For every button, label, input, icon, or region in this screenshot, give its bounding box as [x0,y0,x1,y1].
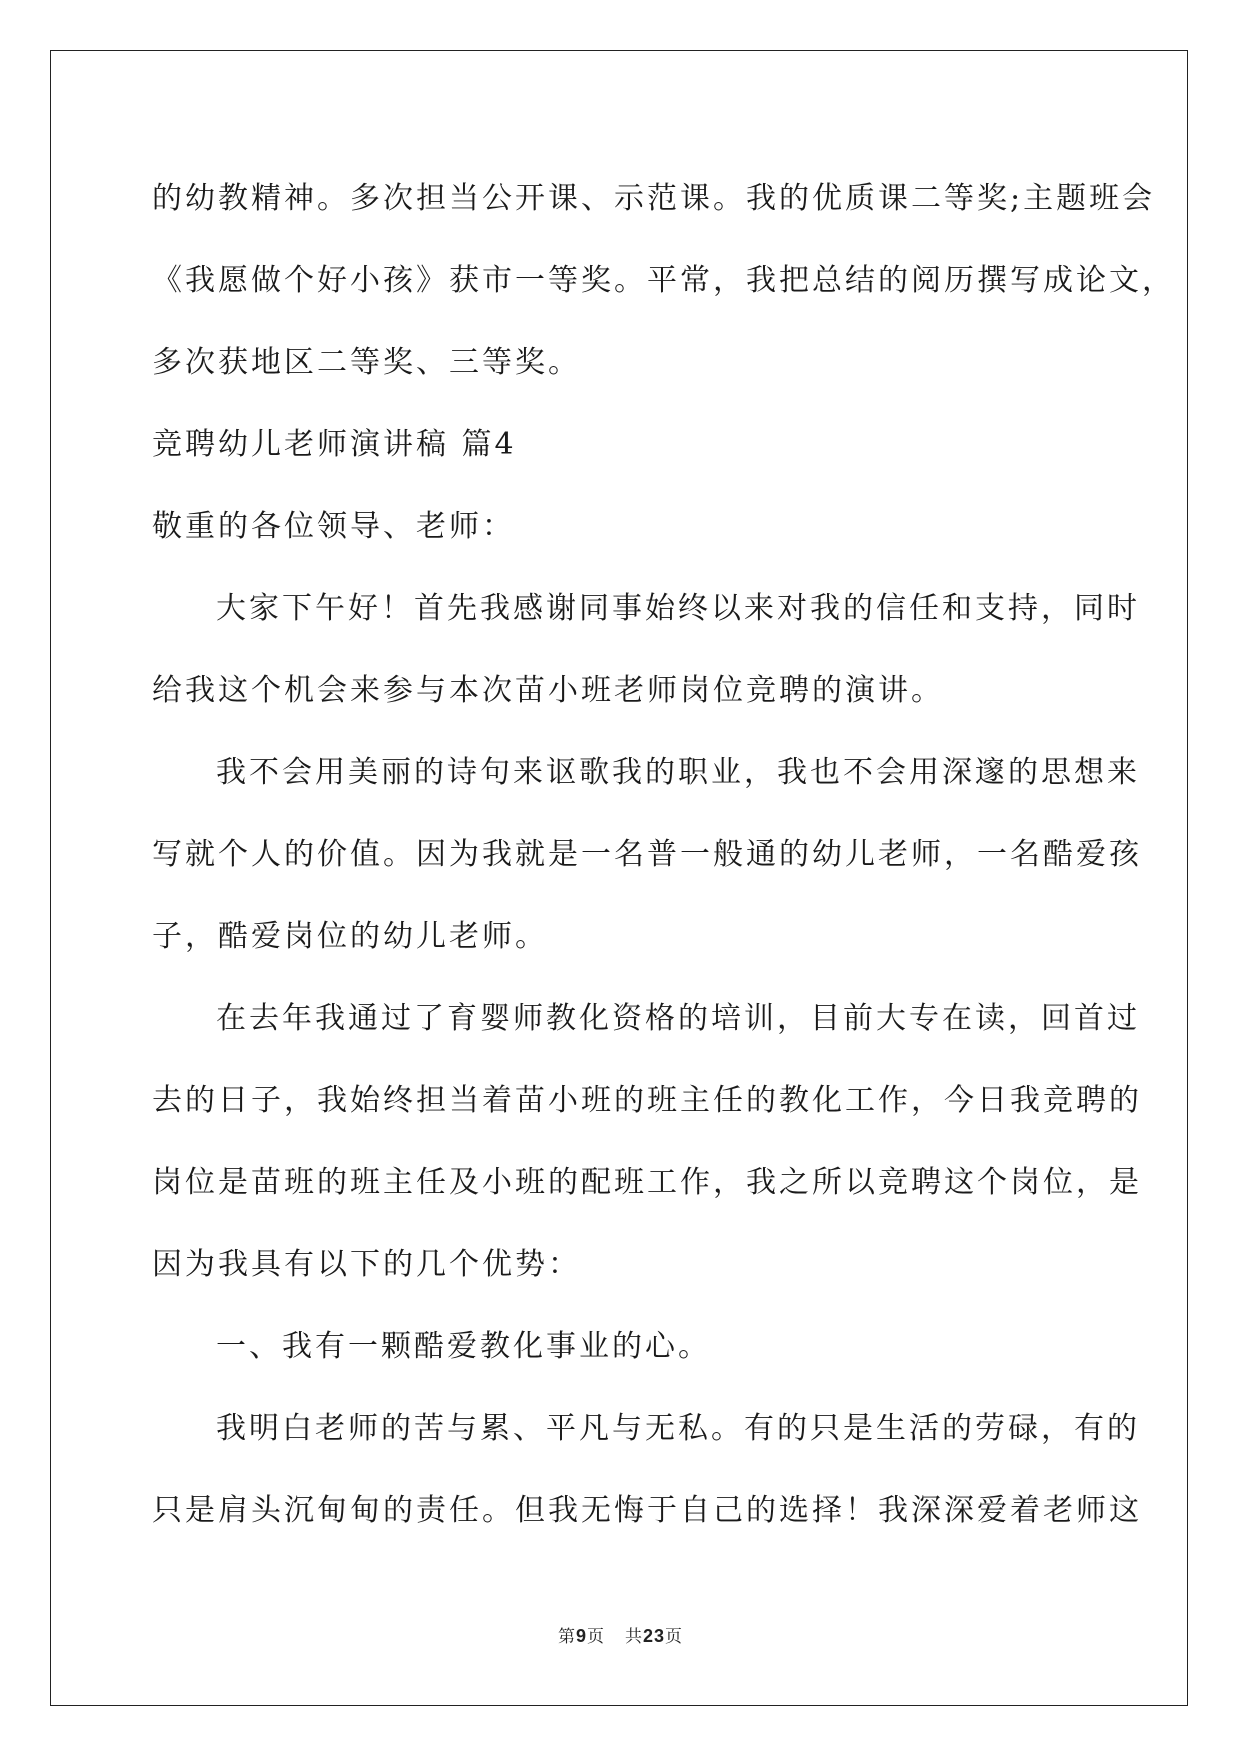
paragraph-line: 在去年我通过了育婴师教化资格的培训，目前大专在读，回首过 [216,1001,1140,1036]
paragraph-line: 子，酷爱岗位的幼儿老师。 [152,919,548,954]
paragraph-line: 给我这个机会来参与本次苗小班老师岗位竞聘的演讲。 [152,673,944,708]
total-page-count: 23 [642,1626,666,1646]
paragraph-line: 我不会用美丽的诗句来讴歌我的职业，我也不会用深邃的思想来 [216,755,1140,790]
paragraph-line: 因为我具有以下的几个优势： [152,1247,581,1282]
total-suffix: 页 [665,1627,684,1647]
paragraph-line: 只是肩头沉甸甸的责任。但我无悔于自己的选择！我深深爱着老师这 [152,1493,1142,1528]
document-body [152,158,1175,1552]
list-heading: 一、我有一颗酷爱教化事业的心。 [216,1329,711,1364]
page-suffix: 页 [586,1627,605,1647]
paragraph-line: 岗位是苗班的班主任及小班的配班工作，我之所以竞聘这个岗位，是 [152,1165,1142,1200]
current-page-number: 9 [575,1626,587,1646]
total-prefix: 共 [624,1627,643,1647]
paragraph-line: 《我愿做个好小孩》获市一等奖。平常，我把总结的阅历撰写成论文， [152,263,1175,298]
paragraph-line: 我明白老师的苦与累、平凡与无私。有的只是生活的劳碌，有的 [216,1411,1140,1446]
paragraph-line: 多次获地区二等奖、三等奖。 [152,345,581,380]
paragraph-line: 去的日子，我始终担当着苗小班的班主任的教化工作，今日我竞聘的 [152,1083,1142,1118]
page-footer [0,1622,1241,1647]
paragraph-line: 写就个人的价值。因为我就是一名普一般通的幼儿老师，一名酷爱孩 [152,837,1142,872]
salutation: 敬重的各位领导、老师： [152,509,515,544]
section-heading: 竞聘幼儿老师演讲稿 篇4 [152,427,517,462]
paragraph-line: 的幼教精神。多次担当公开课、示范课。我的优质课二等奖;主题班会 [152,181,1156,216]
paragraph-line: 大家下午好！首先我感谢同事始终以来对我的信任和支持，同时 [216,591,1140,626]
page-prefix: 第 [557,1627,576,1647]
